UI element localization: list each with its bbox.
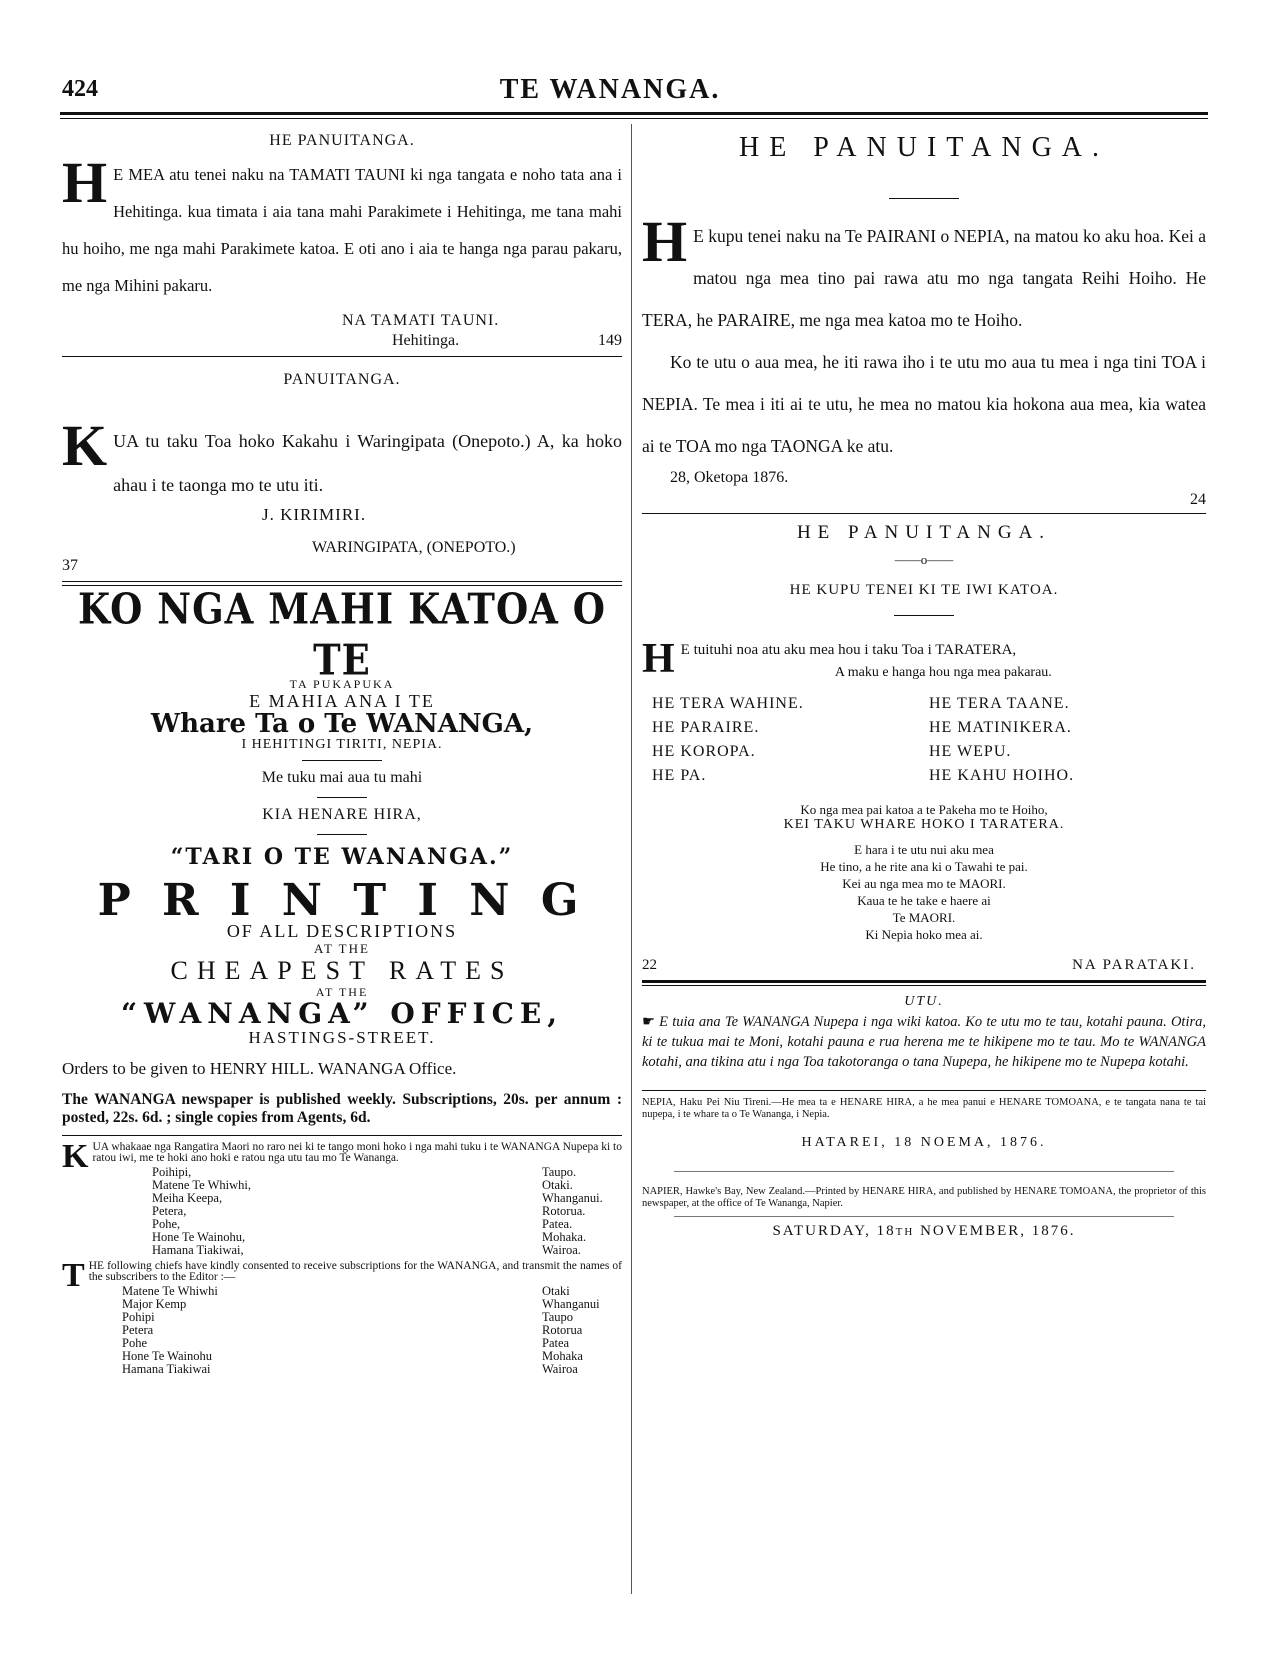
- printing-line: TA PUKAPUKA: [289, 677, 395, 691]
- drop-cap: H: [62, 150, 108, 215]
- ad-heading: HE PANUITANGA.: [796, 522, 1052, 543]
- printing-title: KO NGA MAHI KATOA O TE: [77, 583, 607, 685]
- column-divider: [631, 124, 632, 1594]
- agent-place: Mohaka: [542, 1349, 583, 1363]
- printing-line: Me tuku mai aua tu mahi: [261, 769, 423, 786]
- drop-cap: K: [62, 1138, 89, 1175]
- agent-place: Whanganui: [542, 1297, 600, 1311]
- printing-line: “TARI O TE WANANGA.”: [170, 844, 514, 870]
- utu-body: [642, 1012, 1206, 1072]
- right-column: [642, 124, 1206, 1240]
- agents-text: UA whakaae nga Rangatira Maori no raro nei ki te tango moni hoko i nga mahi tuku i te WANANGA Nupepa ki to ratou iwi, me te hoki ano hoki e ratou nga utu tau mo Te Wananga.: [92, 1141, 622, 1164]
- drop-cap: T: [62, 1257, 85, 1294]
- agent-place: Rotorua.: [542, 1204, 586, 1218]
- agent-name: Matene Te Whiwhi: [122, 1284, 218, 1298]
- agent-place: Rotorua: [542, 1323, 583, 1337]
- agents-list: [152, 1166, 622, 1257]
- printing-line: AT THE: [315, 985, 369, 999]
- agent-place: Patea.: [542, 1217, 573, 1231]
- imprint-english: NAPIER, Hawke's Bay, New Zealand.—Printed by HENARE HIRA, and published by HENARE TOMOANA, the proprietor of this newspaper, at the office of Te Wananga, Napier.: [642, 1186, 1206, 1209]
- ad-line: Te MAORI.: [892, 910, 956, 925]
- ad-number: 149: [598, 332, 622, 349]
- subscription-notice: The WANANGA newspaper is published weekly. Subscriptions, 20s. per annum : posted, 22s. 6d. ; single copies from Agents, 6d.: [62, 1091, 622, 1126]
- ad-heading: PANUITANGA.: [283, 371, 401, 388]
- imprint-maori: NEPIA, Haku Pei Niu Tireni.—He mea ta e HENARE HIRA, a he mea panui e HENARE TOMOANA, e te tangata nana te tai nupepa, i te whare ta o Te Wananga, i Nepia.: [642, 1097, 1206, 1120]
- goods-item: HE TERA TAANE.: [929, 695, 1070, 712]
- agent-name: Poihipi,: [152, 1165, 192, 1179]
- leader-dots: [312, 1218, 542, 1231]
- agent-name: Hamana Tiakiwai,: [152, 1243, 244, 1257]
- ad-subheading: HE KUPU TENEI KI TE IWI KATOA.: [789, 582, 1059, 598]
- ad-text: A maku e hanga hou nga mea pakarau.: [834, 665, 1052, 680]
- rule: [889, 198, 959, 199]
- leader-dots: [312, 1205, 542, 1218]
- leader-dots: [282, 1285, 542, 1298]
- rule: [642, 1090, 1206, 1091]
- ad-body: [642, 209, 1206, 341]
- agent-name: Hamana Tiakiwai: [122, 1362, 211, 1376]
- printing-line: CHEAPEST RATES: [170, 956, 514, 985]
- goods-item: HE KAHU HOIHO.: [929, 767, 1075, 784]
- printing-office-name: Whare Ta o Te WANANGA,: [150, 709, 534, 739]
- agent-place: Taupo: [542, 1310, 574, 1324]
- ad-kirimiri: [62, 371, 622, 575]
- masthead-title: TE WANANGA.: [499, 74, 721, 105]
- printing-office-line: “WANANGA” OFFICE,: [121, 997, 563, 1030]
- ad-number: 22: [642, 957, 657, 973]
- drop-cap: H: [642, 636, 675, 682]
- goods-item: HE MATINIKERA.: [929, 719, 1072, 736]
- printing-headline: P R I N T I N G: [97, 875, 587, 926]
- rule: [642, 985, 1206, 986]
- rule: [62, 1135, 622, 1136]
- printing-orders: Orders to be given to HENRY HILL. WANANGA Office.: [62, 1059, 457, 1078]
- ad-heading: HE PANUITANGA.: [269, 132, 415, 149]
- goods-item: HE PARAIRE.: [652, 719, 760, 736]
- ad-text: E kupu tenei naku na Te PAIRANI o NEPIA, na matou ko aku hoa. Kei a matou nga mea tino pai rawa atu mo nga tangata Reihi Hoiho. He TERA, he PARAIRE, me nga mea katoa mo te Hoiho.: [642, 226, 1206, 330]
- printing-line: HASTINGS-STREET.: [248, 1028, 436, 1047]
- agent-place: Patea: [542, 1336, 570, 1350]
- ad-number: 37: [62, 557, 78, 574]
- agent-place: Wairoa: [542, 1362, 578, 1376]
- leader-dots: [282, 1350, 542, 1363]
- goods-item: HE PA.: [652, 767, 707, 784]
- rule: [674, 1171, 1174, 1172]
- agent-name: Matene Te Whiwhi,: [152, 1178, 251, 1192]
- rule: [302, 760, 382, 761]
- agent-name: Pohipi: [122, 1310, 155, 1324]
- agent-row: [122, 1363, 622, 1376]
- ad-line: He tino, a he rite ana ki o Tawahi te pai.: [820, 859, 1028, 874]
- leader-dots: [282, 1337, 542, 1350]
- signature: NA TAMATI TAUNI.: [342, 312, 500, 329]
- goods-list: [652, 692, 1206, 788]
- left-column: [62, 124, 622, 1376]
- agent-name: Petera,: [152, 1204, 187, 1218]
- agent-name: Hone Te Wainohu: [122, 1349, 213, 1363]
- agent-place: Mohaka.: [542, 1230, 587, 1244]
- place: WARINGIPATA, (ONEPOTO.): [312, 539, 516, 556]
- rule: [317, 834, 367, 835]
- ad-ornament: ——o——: [894, 552, 954, 567]
- utu-notice: [642, 994, 1206, 1072]
- leader-dots: [282, 1363, 542, 1376]
- ad-text: UA tu taku Toa hoko Kakahu i Waringipata (Onepoto.) A, ka hoko ahau i te taonga mo te utu iti.: [113, 431, 622, 495]
- ad-body: Ko te utu o aua mea, he iti rawa iho i te utu mo aua tu mea i nga tini TOA i NEPIA. Te mea i iti ai te utu, he mea no matou kia hokona aua mea, kia watea ai te TOA mo nga TAONGA ke atu.: [642, 352, 1206, 456]
- ad-line: Ki Nepia hoko mea ai.: [865, 927, 983, 942]
- pointing-hand-icon: ☛: [642, 1014, 655, 1030]
- agents-text: HE following chiefs have kindly consented to receive subscriptions for the WANANGA, and transmit the names of the subscribers to the Editor :—: [88, 1260, 622, 1283]
- leader-dots: [312, 1192, 542, 1205]
- rule: [317, 797, 367, 798]
- ad-number: 24: [1190, 491, 1206, 508]
- rule: [62, 356, 622, 357]
- printing-line: OF ALL DESCRIPTIONS: [226, 921, 458, 941]
- agents-list: [122, 1285, 622, 1376]
- drop-cap: H: [642, 209, 688, 274]
- drop-cap: K: [62, 413, 108, 478]
- printing-line: AT THE: [314, 941, 370, 956]
- ad-line: Kei au nga mea mo te MAORI.: [842, 876, 1006, 891]
- agent-name: Petera: [122, 1323, 154, 1337]
- ad-line: E hara i te utu nui aku mea: [854, 842, 994, 857]
- leader-dots: [282, 1324, 542, 1337]
- printing-line: E MAHIA ANA I TE: [249, 691, 435, 711]
- ad-text: E MEA atu tenei naku na TAMATI TAUNI ki nga tangata e noho tata ana i Hehitinga. kua timata i aia tana mahi Parakimete i Hehitinga, me tana mahi hu hoiho, me nga mahi Parakimete katoa. E oti ano i aia te hanga nga parau pakaru, me nga Mihini pakaru.: [62, 165, 622, 295]
- printing-line: KIA HENARE HIRA,: [262, 806, 422, 823]
- ad-line: KEI TAKU WHARE HOKO I TARATERA.: [783, 817, 1065, 832]
- agent-name: Meiha Keepa,: [152, 1191, 223, 1205]
- rule: [642, 980, 1206, 983]
- agent-place: Taupo.: [542, 1165, 577, 1179]
- leader-dots: [312, 1166, 542, 1179]
- goods-item: HE WEPU.: [929, 743, 1012, 760]
- printing-line: I HEHITINGI TIRITI, NEPIA.: [241, 737, 443, 752]
- page-number: 424: [62, 76, 98, 102]
- date-maori: HATAREI, 18 NOEMA, 1876.: [801, 1135, 1047, 1150]
- ad-body: [62, 413, 622, 507]
- agent-place: Otaki: [542, 1284, 570, 1298]
- ad-line: Kaua te he take e haere ai: [857, 893, 991, 908]
- leader-dots: [312, 1231, 542, 1244]
- ad-pairani: [642, 132, 1206, 509]
- ad-tauni: [62, 132, 622, 350]
- rule: [674, 1216, 1174, 1217]
- leader-dots: [282, 1311, 542, 1324]
- agent-name: Pohe: [122, 1336, 147, 1350]
- ad-body: [62, 150, 622, 304]
- header-rule-thick: [60, 112, 1208, 115]
- utu-text: E tuia ana Te WANANGA Nupepa i nga wiki katoa. Ko te utu mo te tau, kotahi pauna. Otira, ki te tukua mai te Moni, kotahi pauna e rua herena me te hikipene mo te tau. Mo te WANANGA kotahi, ana tikina atu i nga Toa takotoranga o tana Nupepa, he hikipene mo te Nupepa kotahi.: [642, 1014, 1206, 1070]
- leader-dots: [282, 1298, 542, 1311]
- agent-name: Pohe,: [152, 1217, 181, 1231]
- agent-place: Wairoa.: [542, 1243, 581, 1257]
- goods-item: HE KOROPA.: [652, 743, 756, 760]
- header-rule-thin: [60, 118, 1208, 119]
- signature: J. KIRIMIRI.: [262, 505, 367, 524]
- ad-text: E tuituhi noa atu aku mea hou i taku Toa i TARATERA,: [680, 642, 1017, 658]
- place: Hehitinga.: [392, 332, 460, 349]
- agents-english: [62, 1257, 622, 1376]
- signature: NA PARATAKI.: [1072, 957, 1196, 973]
- agent-row: [152, 1244, 622, 1257]
- agent-place: Whanganui.: [542, 1191, 603, 1205]
- ad-heading: HE PANUITANGA.: [738, 132, 1110, 163]
- rule: [62, 581, 622, 582]
- agents-maori: [62, 1138, 622, 1257]
- ad-line: Ko nga mea pai katoa a te Pakeha mo te Hoiho,: [800, 802, 1048, 817]
- ad-parataki: [642, 522, 1206, 974]
- rule: [894, 615, 954, 616]
- ad-printing: [62, 583, 622, 1127]
- agent-name: Hone Te Wainohu,: [152, 1230, 246, 1244]
- goods-item: HE TERA WAHINE.: [652, 695, 804, 712]
- leader-dots: [312, 1244, 542, 1257]
- date-english: SATURDAY, 18th NOVEMBER, 1876.: [772, 1223, 1076, 1239]
- agent-place: Otaki.: [542, 1178, 573, 1192]
- leader-dots: [312, 1179, 542, 1192]
- ad-date: 28, Oketopa 1876.: [670, 469, 789, 486]
- agent-name: Major Kemp: [122, 1297, 187, 1311]
- rule: [642, 513, 1206, 514]
- utu-heading: UTU.: [904, 994, 944, 1009]
